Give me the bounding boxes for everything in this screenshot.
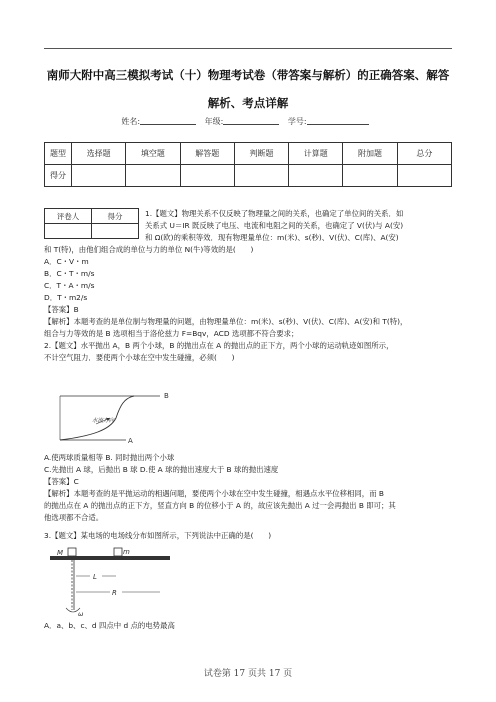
q3-fig-label-m-small: m (123, 548, 130, 556)
score-header-answer: 解答题 (180, 143, 234, 165)
q1-option-a: A．C・V・m (44, 257, 89, 266)
student-info-row (0, 116, 496, 127)
q3-fig-label-r: R (112, 589, 117, 597)
q3-mass-small (114, 548, 122, 556)
score-row-label: 得分 (45, 165, 72, 187)
q3-fig-label-l: L (93, 573, 97, 581)
name-field[interactable] (140, 117, 196, 125)
q1-option-c: C．T・A・m/s (44, 281, 95, 290)
q3-option-a: A．a、b、c、d 四点中 d 点的电势最高 (44, 621, 175, 630)
q3-stem-line-1: 3.【题文】某电场的电场线分布如图所示，下列说法中正确的是( ) (44, 531, 272, 540)
score-cell[interactable] (234, 165, 288, 187)
page-title-line-2: 解析、考点详解 (207, 96, 289, 110)
q2-stem-line-2: 不计空气阻力．要使两个小球在空中发生碰撞，必须( ) (44, 353, 235, 362)
score-table-score-row (45, 165, 452, 187)
q2-analysis-line-1: 【解析】本题考查的是平抛运动的相遇问题，要使两个小球在空中发生碰撞，相遇点水平位移相同，而 B (44, 489, 385, 498)
q2-fig-label-b: B (164, 392, 169, 400)
score-cell[interactable] (126, 165, 180, 187)
grader-label: 评卷人 (45, 209, 92, 224)
score-cell[interactable] (72, 165, 126, 187)
q3-mass-big (68, 548, 76, 556)
score-table-header-row (45, 143, 452, 165)
q1-option-d: D．T・m2/s (44, 293, 88, 302)
q2-options-cd: C.先抛出 A 球，后抛出 B 球 D.使 A 球的抛出速度大于 B 球的抛出速度 (44, 465, 279, 474)
q1-answer: 【答案】B (44, 305, 79, 314)
score-header-choice: 选择题 (72, 143, 126, 165)
q1-stem-line-4: 和 T(特)，由他们组合成的单位与力的单位 N(牛)等效的是( ) (44, 245, 254, 254)
q2-answer: 【答案】C (44, 477, 79, 486)
q3-rotating-disk-figure (50, 546, 170, 618)
id-field[interactable] (307, 117, 369, 125)
q2-fig-label-a: A (128, 437, 133, 445)
q1-stem-line-2: 关系式 U＝IR 既反映了电压、电流和电阻之间的关系，也确定了 V(伏)与 A(安) (145, 221, 404, 230)
id-label: 学号: (287, 117, 307, 126)
grade-field[interactable] (223, 117, 279, 125)
q2-stem-line-1: 2.【题文】水平抛出 A，B 两个小球，B 的抛出点在 A 的抛出点的正下方，两个小球的运动轨迹如图所示， (44, 341, 394, 350)
q3-fig-label-m-big: M (57, 549, 64, 557)
q1-analysis-line-1: 【解析】本题考查的是单位制与物理量的问题，由物理量单位：m(米)、s(秒)、V(伏)、C(库)、A(安)和 T(特)， (44, 317, 408, 326)
score-header-calc: 计算题 (289, 143, 343, 165)
q2-options-ab: A.使两球质量相等 B. 同时抛出两个小球 (44, 453, 175, 462)
page-title-line-1: 南师大附中高三模拟考试（十）物理考试卷（带答案与解析）的正确答案、解答 (46, 68, 450, 82)
q1-analysis-line-2: 组合与力等效的是 B 选项相当于洛伦兹力 F=Bqv，ACD 选项都不符合要求； (44, 329, 299, 338)
q1-option-b: B．C・T・m/s (44, 269, 95, 278)
q2-analysis-line-3: 他选项都不合适。 (44, 513, 104, 522)
grader-score-cell[interactable] (92, 224, 139, 239)
q3-fig-label-omega: ω (78, 610, 84, 618)
q2-trajectory-figure (52, 388, 182, 450)
score-header-type: 题型 (45, 143, 72, 165)
q2-fig-caption: 水流方向 (92, 418, 115, 424)
score-cell[interactable] (343, 165, 397, 187)
grader-cell[interactable] (45, 224, 92, 239)
score-table (44, 142, 452, 187)
q1-stem-line-3: 和 Ω(欧)的乘积等效．现有物理量单位：m(米)、s(秒)、V(伏)、C(库)、A(安) (145, 233, 399, 242)
score-cell[interactable] (289, 165, 343, 187)
score-cell[interactable] (397, 165, 451, 187)
q2-analysis-line-2: 的抛出点在 A 的抛出点的正下方，竖直方向 B 的位移小于 A 的，故应该先抛出 A 过一会再抛出 B 即可；其 (44, 501, 396, 510)
score-header-extra: 附加题 (343, 143, 397, 165)
grader-table (44, 208, 139, 239)
q1-stem-line-1: 1.【题文】物理关系不仅反映了物理量之间的关系，也确定了单位间的关系．如 (145, 209, 404, 218)
score-cell[interactable] (180, 165, 234, 187)
score-header-total: 总分 (397, 143, 451, 165)
grade-label: 年级: (204, 117, 224, 126)
page-footer: 试卷第 17 页共 17 页 (203, 669, 293, 679)
top-rule (44, 48, 452, 49)
score-header-fill: 填空题 (126, 143, 180, 165)
score-header-judge: 判断题 (234, 143, 288, 165)
name-label: 姓名: (121, 117, 141, 126)
grader-score-label: 得分 (92, 209, 139, 224)
